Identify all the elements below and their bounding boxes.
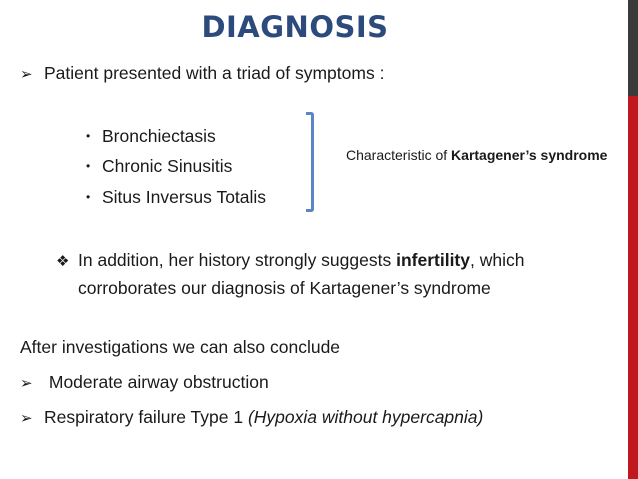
- diamond-bullet-icon: ❖: [56, 253, 70, 270]
- intro-text: Patient presented with a triad of symptoms :: [44, 63, 385, 83]
- symptom-text: Bronchiectasis: [102, 126, 216, 146]
- dot-bullet-icon: •: [86, 129, 91, 143]
- characteristic-prefix: Characteristic of: [346, 147, 452, 163]
- addition-bold: infertility: [396, 250, 470, 270]
- conclusion-item: [20, 371, 269, 395]
- conclusion-text: Moderate airway obstruction: [44, 372, 269, 392]
- characteristic-note: [346, 145, 616, 165]
- symptom-item: [86, 186, 266, 208]
- dot-bullet-icon: •: [86, 159, 91, 173]
- conclusion-italic: (Hypoxia without hypercapnia): [247, 407, 484, 427]
- symptom-text: Situs Inversus Totalis: [102, 187, 267, 207]
- addition-after: , which: [470, 250, 525, 270]
- bracket-icon: [306, 112, 314, 212]
- symptom-text: Chronic Sinusitis: [102, 156, 233, 176]
- dot-bullet-icon: •: [86, 190, 91, 204]
- symptom-item: [86, 125, 216, 147]
- addition-paragraph: [56, 247, 616, 302]
- arrow-bullet-icon: ➢: [20, 375, 33, 392]
- arrow-bullet-icon: ➢: [20, 410, 33, 427]
- conclusion-item: [20, 406, 483, 430]
- addition-line2: corroborates our diagnosis of Kartagener’s syndrome: [78, 278, 491, 298]
- arrow-bullet-icon: ➢: [20, 66, 33, 83]
- side-bar-red: [628, 96, 638, 479]
- conclusion-text: Respiratory failure Type 1: [44, 407, 248, 427]
- characteristic-bold: Kartagener’s syndrome: [451, 147, 608, 163]
- slide-title: DIAGNOSIS: [201, 10, 389, 44]
- symptom-item: [86, 155, 232, 177]
- side-bar-dark: [628, 0, 638, 96]
- intro-line: [20, 62, 384, 86]
- addition-before: In addition, her history strongly suggests: [78, 250, 397, 270]
- conclusion-heading: After investigations we can also conclude: [20, 337, 341, 357]
